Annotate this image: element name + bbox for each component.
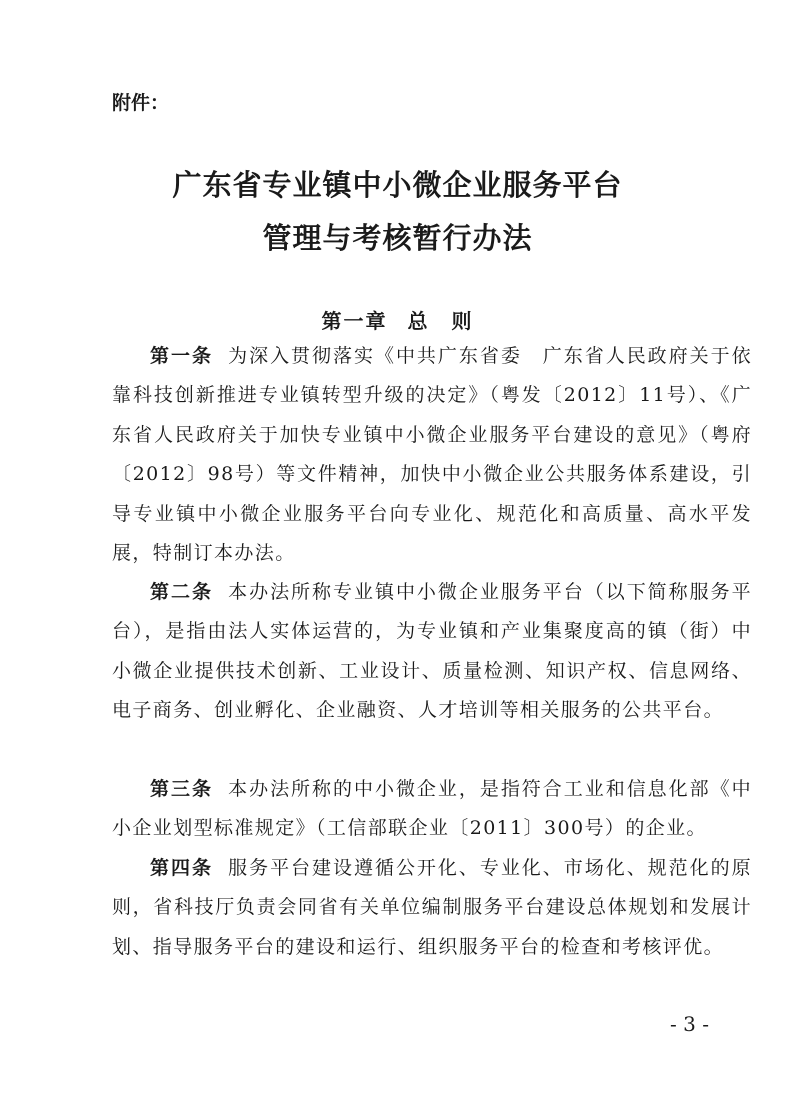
article-2 — [112, 573, 752, 731]
chapter-number: 第一章 — [321, 309, 388, 333]
chapter-heading — [0, 305, 795, 334]
article-1-heading: 第一条 — [150, 345, 213, 367]
chapter-name: 总 则 — [407, 309, 474, 333]
article-3 — [112, 770, 752, 849]
document-title-line-2: 管理与考核暂行办法 — [262, 221, 533, 255]
article-4-heading: 第四条 — [150, 857, 213, 879]
article-4 — [112, 849, 752, 967]
article-1-text: 为深入贯彻落实《中共广东省委 广东省人民政府关于依靠科技创新推进专业镇转型升级的决定》（粤发〔2012〕11号）、《广东省人民政府关于加快专业镇中小微企业服务平台建设的意见》（粤府〔2012〕98号）等文件精神，加快中小微企业公共服务体系建设，引导专业镇中小微企业服务平台向专业化、规范化和高质量、高水平发展，特制订本办法。 — [112, 345, 752, 565]
article-1 — [112, 337, 752, 573]
article-4-text: 服务平台建设遵循公开化、专业化、市场化、规范化的原则，省科技厅负责会同省有关单位编制服务平台建设总体规划和发展计划、指导服务平台的建设和运行、组织服务平台的检查和考核评优。 — [112, 857, 752, 958]
article-3-text: 本办法所称的中小微企业，是指符合工业和信息化部《中小企业划型标准规定》（工信部联企业〔2011〕300号）的企业。 — [112, 778, 752, 840]
page-number: - 3 - — [670, 1012, 709, 1036]
document-title-line-1: 广东省专业镇中小微企业服务平台 — [172, 168, 623, 202]
attachment-label: 附件： — [112, 92, 170, 114]
article-2-heading: 第二条 — [150, 581, 213, 603]
article-2-text: 本办法所称专业镇中小微企业服务平台（以下简称服务平台），是指由法人实体运营的，为专业镇和产业集聚度高的镇（街）中小微企业提供技术创新、工业设计、质量检测、知识产权、信息网络、电子商务、创业孵化、企业融资、人才培训等相关服务的公共平台。 — [112, 581, 752, 722]
article-3-heading: 第三条 — [150, 778, 213, 800]
